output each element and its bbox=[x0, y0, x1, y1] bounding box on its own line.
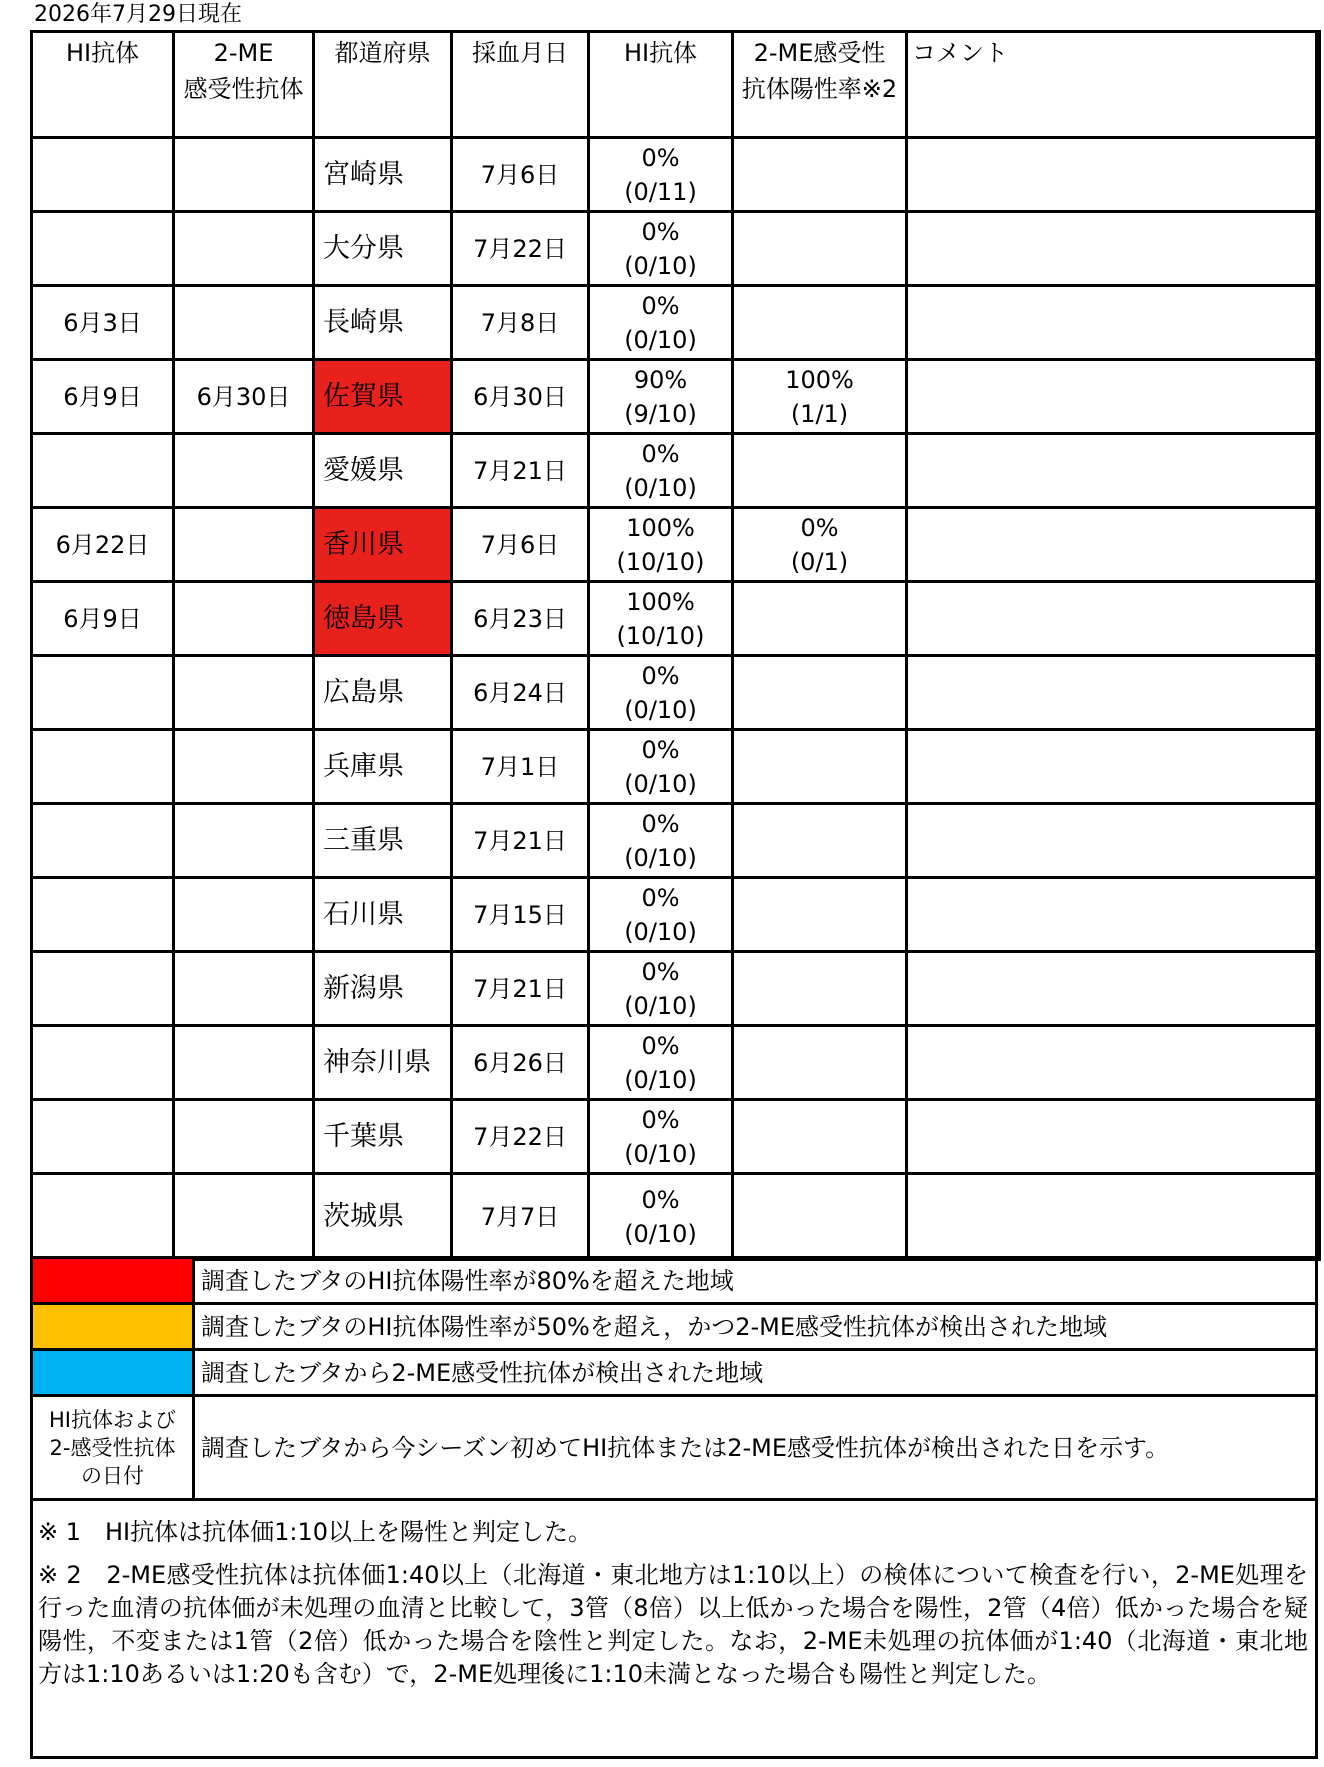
table-row bbox=[32, 582, 1320, 656]
table-row bbox=[32, 508, 1320, 582]
cell-comment bbox=[907, 508, 1320, 582]
cell-hi-date bbox=[32, 656, 174, 730]
cell-sample-date: 7月6日 bbox=[452, 138, 589, 212]
legend-swatch-orange bbox=[32, 1304, 194, 1350]
footnote-1: ※ 1 HI抗体は抗体価1:10以上を陽性と判定した。 bbox=[38, 1518, 593, 1546]
legend-row-red bbox=[32, 1258, 1317, 1304]
legend-swatch-red bbox=[32, 1258, 194, 1304]
cell-me-rate bbox=[733, 1174, 907, 1260]
legend-date-text: 調査したブタから今シーズン初めてHI抗体または2-ME感受性抗体が検出された日を示す。 bbox=[194, 1396, 1317, 1500]
header-comment: コメント bbox=[907, 32, 1320, 138]
header-me-date: 2-ME 感受性抗体 bbox=[174, 32, 314, 138]
header-prefecture: 都道府県 bbox=[314, 32, 452, 138]
cell-me-rate: 0% (0/1) bbox=[733, 508, 907, 582]
cell-sample-date: 7月22日 bbox=[452, 212, 589, 286]
table-row bbox=[32, 1174, 1320, 1260]
cell-me-date bbox=[174, 1100, 314, 1174]
cell-prefecture: 愛媛県 bbox=[314, 434, 452, 508]
legend-text-orange: 調査したブタのHI抗体陽性率が50%を超え，かつ2-ME感受性抗体が検出された地域 bbox=[194, 1304, 1317, 1350]
cell-hi-antibody: 0% (0/11) bbox=[589, 138, 733, 212]
cell-me-date bbox=[174, 878, 314, 952]
cell-me-rate bbox=[733, 656, 907, 730]
cell-sample-date: 7月8日 bbox=[452, 286, 589, 360]
cell-sample-date: 7月7日 bbox=[452, 1174, 589, 1260]
cell-hi-date: 6月22日 bbox=[32, 508, 174, 582]
cell-hi-antibody: 0% (0/10) bbox=[589, 1026, 733, 1100]
table-row bbox=[32, 286, 1320, 360]
cell-comment bbox=[907, 878, 1320, 952]
cell-hi-antibody: 0% (0/10) bbox=[589, 434, 733, 508]
legend-date-label: HI抗体および 2-感受性抗体 の日付 bbox=[32, 1396, 194, 1500]
table-row bbox=[32, 138, 1320, 212]
legend-row-orange bbox=[32, 1304, 1317, 1350]
cell-me-date bbox=[174, 804, 314, 878]
cell-comment bbox=[907, 656, 1320, 730]
cell-me-date bbox=[174, 212, 314, 286]
table-row bbox=[32, 878, 1320, 952]
cell-me-date bbox=[174, 730, 314, 804]
cell-prefecture: 新潟県 bbox=[314, 952, 452, 1026]
cell-hi-antibody: 0% (0/10) bbox=[589, 1174, 733, 1260]
cell-sample-date: 7月22日 bbox=[452, 1100, 589, 1174]
cell-hi-date: 6月9日 bbox=[32, 360, 174, 434]
cell-prefecture: 千葉県 bbox=[314, 1100, 452, 1174]
table-row bbox=[32, 212, 1320, 286]
header-hi-date: HI抗体 bbox=[32, 32, 174, 138]
table-row bbox=[32, 804, 1320, 878]
cell-me-rate bbox=[733, 878, 907, 952]
cell-hi-date bbox=[32, 434, 174, 508]
survey-table bbox=[30, 30, 1321, 1261]
cell-me-date bbox=[174, 1174, 314, 1260]
cell-hi-date: 6月9日 bbox=[32, 582, 174, 656]
cell-hi-date bbox=[32, 804, 174, 878]
cell-me-date: 6月30日 bbox=[174, 360, 314, 434]
cell-me-rate bbox=[733, 138, 907, 212]
cell-hi-antibody: 90% (9/10) bbox=[589, 360, 733, 434]
cell-prefecture: 神奈川県 bbox=[314, 1026, 452, 1100]
cell-me-date bbox=[174, 1026, 314, 1100]
cell-me-rate bbox=[733, 952, 907, 1026]
cell-me-rate bbox=[733, 1100, 907, 1174]
cell-prefecture: 香川県 bbox=[314, 508, 452, 582]
cell-hi-antibody: 0% (0/10) bbox=[589, 286, 733, 360]
legend-text-red: 調査したブタのHI抗体陽性率が80%を超えた地域 bbox=[194, 1258, 1317, 1304]
cell-me-rate bbox=[733, 582, 907, 656]
cell-me-date bbox=[174, 434, 314, 508]
table-row bbox=[32, 1100, 1320, 1174]
cell-hi-antibody: 100% (10/10) bbox=[589, 508, 733, 582]
cell-prefecture: 佐賀県 bbox=[314, 360, 452, 434]
cell-me-rate bbox=[733, 1026, 907, 1100]
cell-me-date bbox=[174, 138, 314, 212]
cell-hi-date bbox=[32, 878, 174, 952]
cell-sample-date: 6月23日 bbox=[452, 582, 589, 656]
cell-hi-antibody: 0% (0/10) bbox=[589, 1100, 733, 1174]
cell-comment bbox=[907, 952, 1320, 1026]
cell-hi-date bbox=[32, 952, 174, 1026]
cell-me-rate bbox=[733, 730, 907, 804]
cell-sample-date: 7月21日 bbox=[452, 434, 589, 508]
cell-prefecture: 長崎県 bbox=[314, 286, 452, 360]
cell-me-rate bbox=[733, 804, 907, 878]
cell-hi-antibody: 0% (0/10) bbox=[589, 656, 733, 730]
cell-hi-date bbox=[32, 138, 174, 212]
table-row bbox=[32, 656, 1320, 730]
cell-comment bbox=[907, 582, 1320, 656]
header-sample-date: 採血月日 bbox=[452, 32, 589, 138]
cell-hi-antibody: 0% (0/10) bbox=[589, 952, 733, 1026]
cell-prefecture: 兵庫県 bbox=[314, 730, 452, 804]
cell-hi-antibody: 0% (0/10) bbox=[589, 804, 733, 878]
cell-prefecture: 宮崎県 bbox=[314, 138, 452, 212]
header-me-rate: 2-ME感受性 抗体陽性率※2 bbox=[733, 32, 907, 138]
cell-hi-date bbox=[32, 1026, 174, 1100]
cell-prefecture: 徳島県 bbox=[314, 582, 452, 656]
footnotes bbox=[38, 1516, 1308, 1701]
cell-comment bbox=[907, 1174, 1320, 1260]
cell-me-rate bbox=[733, 212, 907, 286]
table-row bbox=[32, 730, 1320, 804]
cell-hi-antibody: 100% (10/10) bbox=[589, 582, 733, 656]
cell-hi-antibody: 0% (0/10) bbox=[589, 212, 733, 286]
cell-hi-date bbox=[32, 1174, 174, 1260]
legend-row-date bbox=[32, 1396, 1317, 1500]
cell-hi-date bbox=[32, 730, 174, 804]
cell-comment bbox=[907, 138, 1320, 212]
cell-sample-date: 6月24日 bbox=[452, 656, 589, 730]
cell-comment bbox=[907, 804, 1320, 878]
cell-hi-date: 6月3日 bbox=[32, 286, 174, 360]
cell-me-date bbox=[174, 952, 314, 1026]
cell-prefecture: 茨城県 bbox=[314, 1174, 452, 1260]
cell-sample-date: 7月21日 bbox=[452, 952, 589, 1026]
cell-me-rate bbox=[733, 286, 907, 360]
cell-prefecture: 広島県 bbox=[314, 656, 452, 730]
cell-me-date bbox=[174, 582, 314, 656]
cell-sample-date: 7月21日 bbox=[452, 804, 589, 878]
cell-sample-date: 6月30日 bbox=[452, 360, 589, 434]
legend-swatch-blue bbox=[32, 1350, 194, 1396]
cell-hi-date bbox=[32, 1100, 174, 1174]
cell-hi-date bbox=[32, 212, 174, 286]
cell-prefecture: 大分県 bbox=[314, 212, 452, 286]
cell-comment bbox=[907, 1026, 1320, 1100]
cell-sample-date: 7月15日 bbox=[452, 878, 589, 952]
cell-comment bbox=[907, 286, 1320, 360]
cell-me-date bbox=[174, 286, 314, 360]
table-row bbox=[32, 434, 1320, 508]
as-of-date: 2026年7月29日現在 bbox=[34, 2, 242, 27]
cell-comment bbox=[907, 434, 1320, 508]
cell-sample-date: 7月1日 bbox=[452, 730, 589, 804]
cell-comment bbox=[907, 212, 1320, 286]
footnote-2: ※ 2 2-ME感受性抗体は抗体価1:40以上（北海道・東北地方は1:10以上）の検体について検査を行い，2-ME処理を行った血清の抗体価が未処理の血清と比較して，3管（8倍）以上低かった場合を陽性，2管（4倍）低かった場合を疑陽性，不変または1管（2倍）低かった場合を陰性と判定した。なお，2-ME未処理の抗体価が1:40（北海道・東北地方は1:10あるいは1:20も含む）で，2-ME処理後に1:10未満となった場合も陽性と判定した。 bbox=[38, 1561, 1308, 1688]
cell-sample-date: 6月26日 bbox=[452, 1026, 589, 1100]
cell-sample-date: 7月6日 bbox=[452, 508, 589, 582]
cell-me-date bbox=[174, 656, 314, 730]
table-header-row bbox=[32, 32, 1320, 138]
legend-table bbox=[30, 1256, 1318, 1501]
cell-prefecture: 三重県 bbox=[314, 804, 452, 878]
cell-comment bbox=[907, 730, 1320, 804]
table-row bbox=[32, 1026, 1320, 1100]
legend-row-blue bbox=[32, 1350, 1317, 1396]
cell-me-rate: 100% (1/1) bbox=[733, 360, 907, 434]
table-row bbox=[32, 360, 1320, 434]
cell-hi-antibody: 0% (0/10) bbox=[589, 730, 733, 804]
legend-text-blue: 調査したブタから2-ME感受性抗体が検出された地域 bbox=[194, 1350, 1317, 1396]
cell-me-rate bbox=[733, 434, 907, 508]
cell-comment bbox=[907, 1100, 1320, 1174]
cell-prefecture: 石川県 bbox=[314, 878, 452, 952]
cell-comment bbox=[907, 360, 1320, 434]
header-hi-antibody: HI抗体 bbox=[589, 32, 733, 138]
cell-me-date bbox=[174, 508, 314, 582]
table-row bbox=[32, 952, 1320, 1026]
cell-hi-antibody: 0% (0/10) bbox=[589, 878, 733, 952]
